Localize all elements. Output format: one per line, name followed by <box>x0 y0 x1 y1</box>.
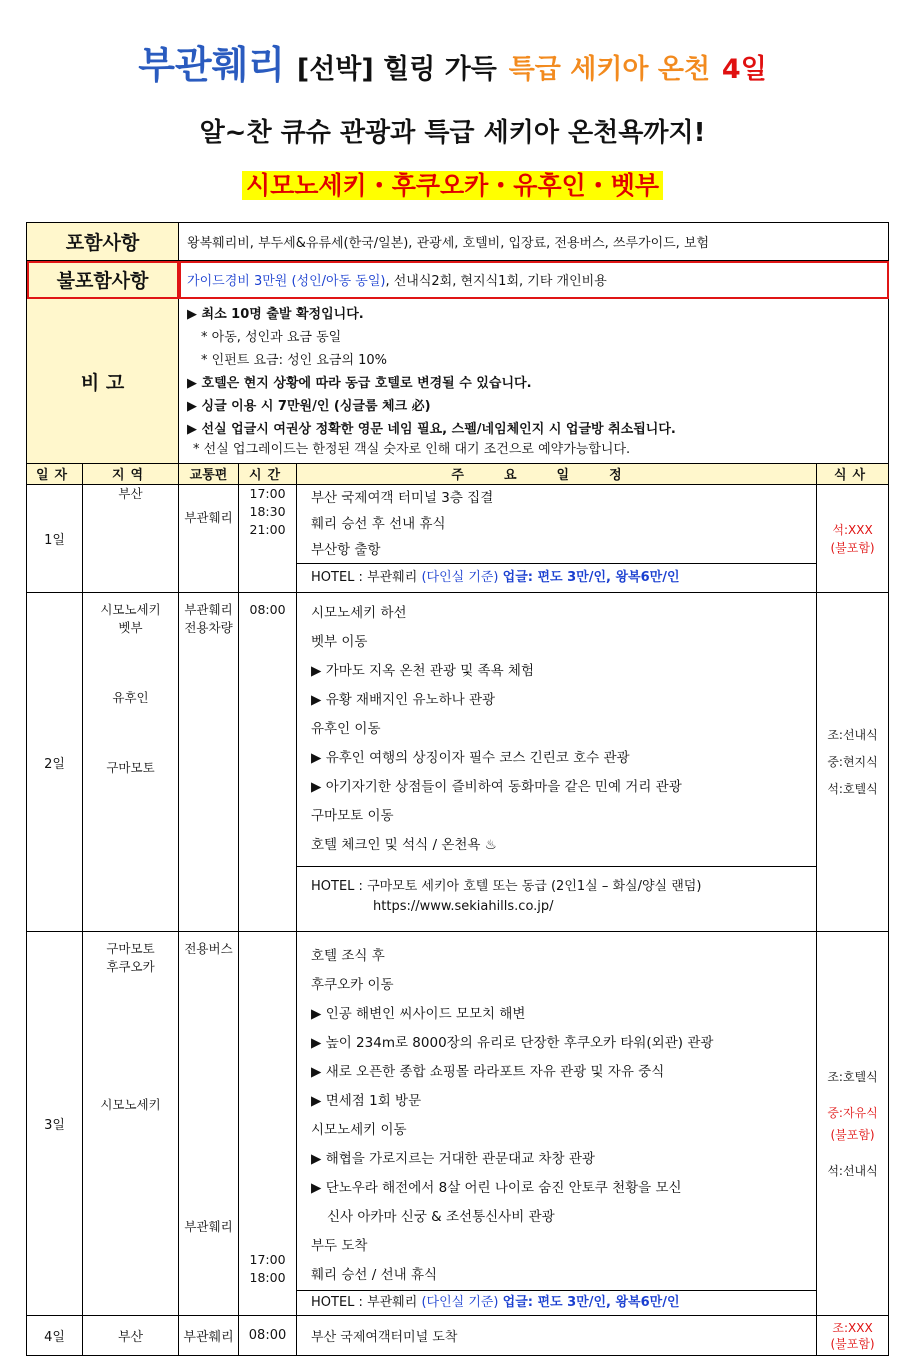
schedule-line: ▶ 인공 해변인 씨사이드 모모치 해변 <box>311 1006 526 1022</box>
meal-item: 석:XXX <box>832 522 873 537</box>
cities-banner <box>0 166 905 202</box>
schedule-lines <box>297 485 816 563</box>
region-name: 시모노세키 <box>100 1097 161 1112</box>
day-label: 3일 <box>27 932 83 1316</box>
day-meals <box>817 932 889 1316</box>
column-header-row <box>27 464 889 485</box>
day-meals <box>817 593 889 932</box>
itinerary-table <box>26 222 889 1356</box>
notes-label: 비 고 <box>27 299 179 464</box>
day-meals <box>817 485 889 593</box>
region-name: 벳부 <box>118 620 143 635</box>
included-label: 포함사항 <box>27 223 179 261</box>
note-line: * 인펀트 요금: 성인 요금의 10% <box>201 353 388 368</box>
schedule-line: ▶ 가마도 지옥 온천 관광 및 족욕 체험 <box>311 663 535 679</box>
time-value: 18:00 <box>249 1270 286 1285</box>
transport-name: 부관훼리 <box>184 602 233 617</box>
hotel-upgrade: 업글: 편도 3만/인, 왕복6만/인 <box>502 570 680 585</box>
note-line: ▶ 최소 10명 출발 확정입니다. <box>187 307 364 322</box>
schedule-line: 부산항 출항 <box>311 542 381 558</box>
schedule-line: 부산 국제여객 터미널 3층 집결 <box>311 490 494 506</box>
time-value: 17:00 <box>249 486 286 501</box>
excluded-rest: , 선내식2회, 현지식1회, 기타 개인비용 <box>385 274 607 289</box>
notes-list <box>179 299 889 464</box>
meal-item: 조:XXX <box>832 1320 873 1335</box>
day-schedule <box>297 932 817 1316</box>
schedule-line: 구마모토 이동 <box>311 808 394 824</box>
schedule-line: ▶ 단노우라 해전에서 8살 어린 나이로 숨진 안토쿠 천황을 모신 <box>311 1180 682 1196</box>
day-transport <box>179 593 239 932</box>
brand-name: 부관훼리 <box>138 43 286 87</box>
schedule-lines <box>297 932 816 1290</box>
col-transport: 교통편 <box>179 464 239 485</box>
hotel-note: (다인실 기준) <box>421 570 503 585</box>
notes-row <box>27 299 889 464</box>
meal-item: (불포함) <box>830 1127 875 1142</box>
schedule-line: 부두 도착 <box>311 1238 368 1254</box>
schedule-line: 벳부 이동 <box>311 634 368 650</box>
day-label: 2일 <box>27 593 83 932</box>
hotel-prefix: HOTEL : 부관훼리 <box>311 1295 422 1310</box>
time-value: 17:00 <box>249 1252 286 1267</box>
day-row <box>27 593 889 932</box>
included-value: 왕복훼리비, 부두세&유류세(한국/일본), 관광세, 호텔비, 입장료, 전용버스, 쓰루가이드, 보험 <box>179 223 889 261</box>
note-line: ▶ 호텔은 현지 상황에 따라 동급 호텔로 변경될 수 있습니다. <box>187 376 532 391</box>
day-schedule <box>297 485 817 593</box>
col-day: 일자 <box>27 464 83 485</box>
day-region: 부산 <box>83 1316 179 1356</box>
col-meal: 식사 <box>817 464 889 485</box>
excluded-value <box>179 261 889 299</box>
schedule-line: ▶ 유후인 여행의 상징이자 필수 코스 긴린코 호수 관광 <box>311 750 630 766</box>
title-duration: 4일 <box>721 54 767 85</box>
region-name: 후쿠오카 <box>106 959 155 974</box>
schedule-line: 훼리 승선 후 선내 휴식 <box>311 516 446 532</box>
hotel-info <box>297 866 816 931</box>
meal-item: (불포함) <box>830 1336 875 1351</box>
hotel-note: (다인실 기준) <box>421 1295 503 1310</box>
note-line: ▶ 선실 업글시 여권상 정확한 영문 네임 필요, 스펠/네임체인지 시 업글방 취소됩니다. <box>187 422 676 437</box>
day-region <box>83 932 179 1316</box>
schedule-line: ▶ 아기자기한 상점들이 즐비하여 동화마을 같은 민예 거리 관광 <box>311 779 682 795</box>
note-line: * 선실 업그레이드는 한정된 객실 숫자로 인해 대기 조건으로 예약가능합니다. <box>193 442 631 457</box>
meal-item: (불포함) <box>830 540 875 555</box>
schedule-line: ▶ 유황 재배지인 유노하나 관광 <box>311 692 496 708</box>
region-name: 유후인 <box>112 690 149 705</box>
day-label: 4일 <box>27 1316 83 1356</box>
col-region: 지역 <box>83 464 179 485</box>
day-time: 08:00 <box>239 1316 297 1356</box>
schedule-line: 시모노세키 이동 <box>311 1122 407 1138</box>
hotel-upgrade: 업글: 편도 3만/인, 왕복6만/인 <box>502 1295 680 1310</box>
schedule-line: 시모노세키 하선 <box>311 605 407 621</box>
title-orange: 특급 세키아 온천 <box>508 54 711 85</box>
hotel-text: HOTEL : 구마모토 세키아 호텔 또는 동급 (2인1실 – 화실/양실 랜덤) <box>311 879 702 894</box>
schedule-line: 호텔 체크인 및 석식 / 온천욕 ♨ <box>311 837 497 853</box>
meal-item: 중:현지식 <box>827 754 878 769</box>
note-line: ▶ 싱글 이용 시 7만원/인 (싱글룸 체크 必) <box>187 399 431 414</box>
excluded-highlight: 가이드경비 3만원 (성인/아동 동일) <box>187 274 386 289</box>
hotel-url: https://www.sekiahills.co.jp/ <box>373 899 554 914</box>
col-time: 시간 <box>239 464 297 485</box>
day-region <box>83 593 179 932</box>
meal-item: 중:자유식 <box>827 1105 878 1120</box>
day-label: 1일 <box>27 485 83 593</box>
day-row <box>27 1316 889 1356</box>
schedule-line: ▶ 면세점 1회 방문 <box>311 1093 422 1109</box>
schedule-line: 신사 아카마 신궁 & 조선통신사비 관광 <box>327 1209 555 1225</box>
schedule-line: ▶ 새로 오픈한 종합 쇼핑몰 라라포트 자유 관광 및 자유 중식 <box>311 1064 665 1080</box>
transport-name: 부관훼리 <box>184 1219 233 1234</box>
title-mid: [선박] 힐링 가득 <box>296 54 497 85</box>
col-schedule: 주요일정 <box>297 464 817 485</box>
schedule-line: 유후인 이동 <box>311 721 381 737</box>
hotel-info <box>297 563 816 592</box>
day-times <box>239 485 297 593</box>
hotel-info <box>297 1290 816 1315</box>
day-row <box>27 932 889 1316</box>
schedule-lines <box>297 593 816 866</box>
cities-text: 시모노세키・후쿠오카・유후인・벳부 <box>242 171 663 200</box>
day-row <box>27 485 889 593</box>
schedule-line: 후쿠오카 이동 <box>311 977 394 993</box>
time-value: 18:30 <box>249 504 286 519</box>
day-schedule: 부산 국제여객터미널 도착 <box>297 1316 817 1356</box>
meal-item: 조:호텔식 <box>827 1069 878 1084</box>
transport-name: 전용차량 <box>184 620 233 635</box>
day-region: 부산 <box>83 485 179 593</box>
time-value: 21:00 <box>249 522 286 537</box>
region-name: 구마모토 <box>106 941 155 956</box>
subtitle: 알~찬 큐슈 관광과 특급 세키아 온천욕까지! <box>199 118 706 148</box>
day-transport: 부관훼리 <box>179 1316 239 1356</box>
hotel-prefix: HOTEL : 부관훼리 <box>311 570 422 585</box>
excluded-row <box>27 261 889 299</box>
schedule-line: 호텔 조식 후 <box>311 948 385 964</box>
meal-item: 석:호텔식 <box>827 781 878 796</box>
meal-item: 조:선내식 <box>827 727 878 742</box>
day-transport: 부관훼리 <box>179 485 239 593</box>
day-times <box>239 932 297 1316</box>
schedule-line: 훼리 승선 / 선내 휴식 <box>311 1267 438 1283</box>
region-name: 시모노세키 <box>100 602 161 617</box>
transport-name: 전용버스 <box>184 941 233 956</box>
meal-item: 석:선내식 <box>827 1163 878 1178</box>
day-transport <box>179 932 239 1316</box>
included-row <box>27 223 889 261</box>
day-meals <box>817 1316 889 1356</box>
day-time: 08:00 <box>239 593 297 932</box>
excluded-label: 불포함사항 <box>27 261 179 299</box>
day-schedule <box>297 593 817 932</box>
schedule-line: ▶ 높이 234m로 8000장의 유리로 단장한 후쿠오카 타워(외관) 관광 <box>311 1035 714 1051</box>
page-title <box>0 34 905 89</box>
schedule-line: ▶ 해협을 가로지르는 거대한 관문대교 차창 관광 <box>311 1151 595 1167</box>
region-name: 구마모토 <box>106 760 155 775</box>
note-line: * 아동, 성인과 요금 동일 <box>201 330 342 345</box>
